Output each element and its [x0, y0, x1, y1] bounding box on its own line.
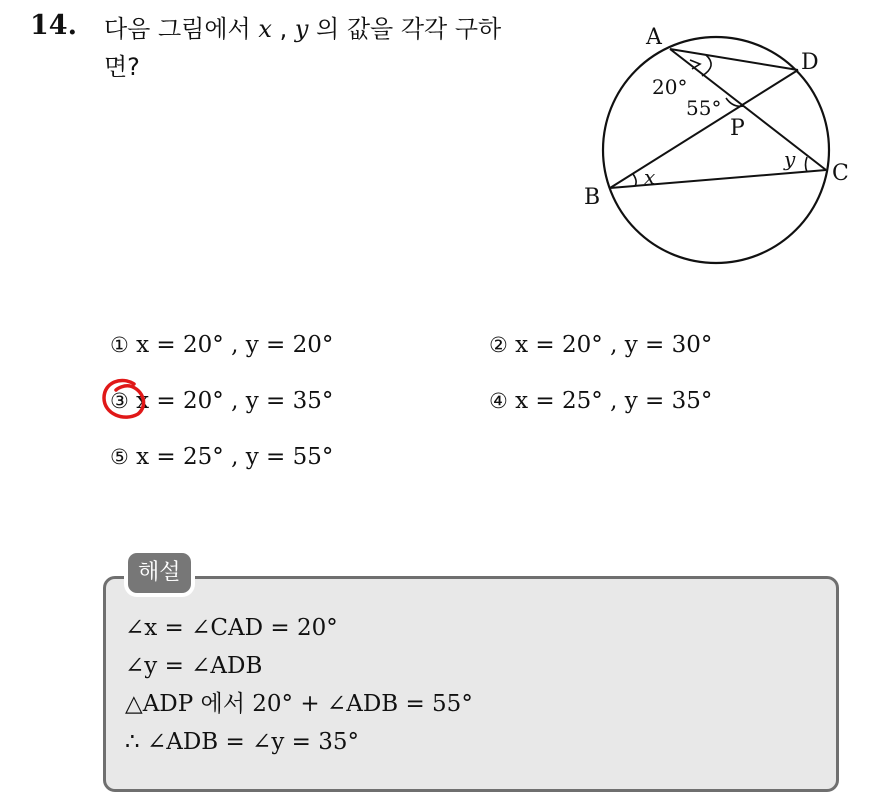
segment-bd: [610, 70, 798, 188]
question-text-part1: 다음 그림에서: [104, 15, 251, 43]
choice-5[interactable]: [110, 442, 333, 472]
solution-box: [103, 576, 839, 792]
question-text-part3: 면?: [104, 53, 140, 81]
choice-3-number: ③: [110, 389, 129, 413]
question-text-part2: 의 값을 각각 구하: [316, 15, 502, 43]
choice-5-text: x = 25° , y = 55°: [136, 444, 334, 470]
choice-2-number: ②: [489, 333, 508, 357]
solution-line-3: △ADP 에서 20° + ∠ADB = 55°: [125, 691, 473, 717]
angle-arc-y: [806, 157, 808, 172]
choice-2-text: x = 20° , y = 30°: [515, 332, 713, 358]
solution-line-2: ∠y = ∠ADB: [125, 653, 263, 679]
label-y: y: [784, 147, 796, 171]
comma: ,: [279, 15, 288, 43]
circle-figure: [578, 14, 868, 282]
choice-5-number: ⑤: [110, 445, 129, 469]
angle-arc-x: [633, 174, 636, 186]
choice-4-text: x = 25° , y = 35°: [515, 388, 713, 414]
angle-arc-20: [702, 55, 711, 76]
question-text: [104, 10, 564, 86]
solution-line-4: ∴ ∠ADB = ∠y = 35°: [125, 729, 359, 755]
variable-x: x: [258, 15, 272, 43]
choice-4[interactable]: [489, 386, 712, 416]
choice-3-text: x = 20° , y = 35°: [136, 388, 334, 414]
segment-ad: [670, 49, 798, 70]
solution-tag: 해설: [128, 553, 191, 593]
label-angle-20: 20°: [652, 75, 688, 99]
label-a: A: [646, 25, 662, 50]
label-angle-55: 55°: [686, 96, 722, 120]
choice-1-number: ①: [110, 333, 129, 357]
label-x: x: [644, 165, 656, 189]
choice-1[interactable]: [110, 330, 333, 360]
choice-1-text: x = 20° , y = 20°: [136, 332, 334, 358]
segment-bc: [610, 170, 826, 188]
label-d: D: [801, 50, 819, 75]
variable-y: y: [294, 15, 309, 43]
label-b: B: [584, 185, 601, 210]
label-c: C: [832, 161, 849, 186]
label-p: P: [730, 116, 745, 141]
choice-3[interactable]: [110, 386, 333, 416]
question-number: 14.: [30, 10, 77, 41]
choice-4-number: ④: [489, 389, 508, 413]
solution-line-1: ∠x = ∠CAD = 20°: [125, 615, 338, 641]
choice-2[interactable]: [489, 330, 712, 360]
